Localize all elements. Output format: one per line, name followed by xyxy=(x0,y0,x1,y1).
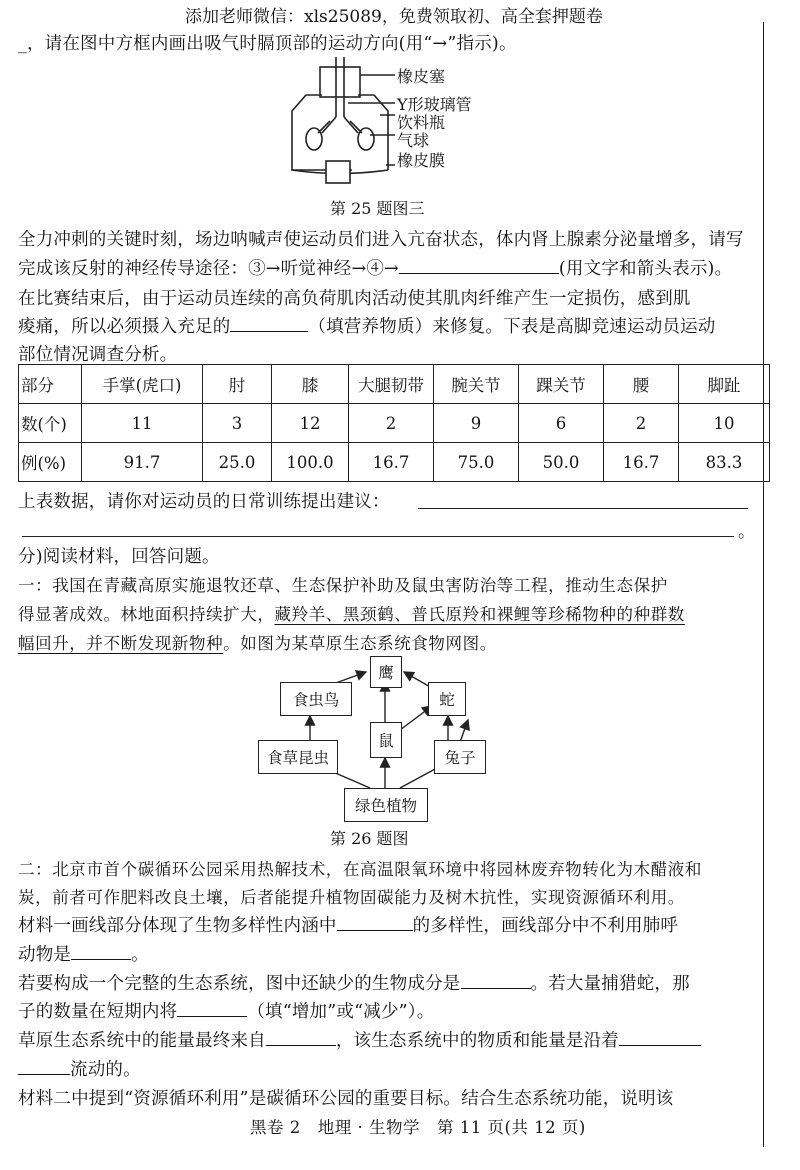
muscle-question-line3: 部位情况调查分析。 xyxy=(18,345,178,365)
label-balloon: 气球 xyxy=(397,131,430,150)
q25-draw-instruction: _，请在图中方框内画出吸气时膈顶部的运动方向(用“→”指示)。 xyxy=(18,34,517,54)
q26-sub3-line2: 流动的。 xyxy=(18,1056,141,1081)
figure-caption-25: 第 25 题图三 xyxy=(330,199,425,218)
table-cell: 16.7 xyxy=(349,443,434,482)
table-cell: 3 xyxy=(203,404,272,443)
material1-line3: 幅回升，并不断发现新物种。如图为某草原生态系统食物网图。 xyxy=(18,634,497,653)
food-web-insect-bird: 食虫鸟 xyxy=(280,682,352,716)
table-cell: 例(%) xyxy=(19,443,82,482)
table-cell: 12 xyxy=(272,404,349,443)
material2-line2: 炭，前者可作肥料改良土壤，后者能提升植物固碳能力及树木抗性，实现资源循环利用。 xyxy=(18,888,685,907)
q26-sub1-line2: 动物是 。 xyxy=(18,945,149,965)
answer-blank-energy-source[interactable] xyxy=(266,1029,336,1046)
material1-line2: 得显著成效。林地面积持续扩大，藏羚羊、黑颈鹤、普氏原羚和裸鲤等珍稀物种的种群数 xyxy=(18,605,685,624)
answer-blank-animal[interactable] xyxy=(71,943,131,960)
table-cell: 手掌(虎口) xyxy=(82,365,203,404)
bell-jar-model-figure xyxy=(270,55,500,190)
advice-period: 。 xyxy=(738,522,755,542)
page-footer: 黑卷 2 地理 · 生物学 第 11 页(共 12 页) xyxy=(250,1118,586,1137)
label-bottle: 饮料瓶 xyxy=(397,113,446,132)
material2-line1: 二：北京市首个碳循环公园采用热解技术，在高温限氧环境中将园林废弃物转化为木醋液和 xyxy=(18,860,702,879)
answer-blank-nutrient[interactable] xyxy=(230,315,308,332)
underlined-new-species: 幅回升，并不断发现新物种 xyxy=(18,634,224,653)
food-web-rabbit: 兔子 xyxy=(434,740,486,774)
table-cell: 大腿韧带 xyxy=(349,365,434,404)
q26-sub2-line1: 若要构成一个完整的生态系统，图中还缺少的生物成分是 。若大量捕猎蛇，那 xyxy=(18,974,690,994)
answer-blank-rabbit-change[interactable] xyxy=(177,1000,247,1017)
answer-blank-flow-path-cont[interactable] xyxy=(18,1058,70,1075)
table-cell: 数(个) xyxy=(19,404,82,443)
food-web-snake: 蛇 xyxy=(428,682,466,716)
reflex-question-line2: 完成该反射的神经传导途径：③→听觉神经→④→ (用文字和箭头表示)。 xyxy=(18,259,733,279)
q26-sub1-line1: 材料一画线部分体现了生物多样性内涵中 的多样性，画线部分中不利用肺呼 xyxy=(18,916,679,936)
q26-sub4-line1: 材料二中提到“资源循环利用”是碳循环公园的重要目标。结合生态系统功能，说明该 xyxy=(18,1089,674,1109)
table-cell: 75.0 xyxy=(434,443,519,482)
table-cell: 83.3 xyxy=(679,443,770,482)
answer-line-advice-2[interactable] xyxy=(22,536,734,537)
table-cell: 25.0 xyxy=(203,443,272,482)
table-row-count xyxy=(19,404,770,443)
label-rubber-membrane: 橡皮膜 xyxy=(397,151,446,170)
table-row-percent xyxy=(19,443,770,482)
q26-sub3-line1: 草原生态系统中的能量最终来自 ，该生态系统中的物质和能量是沿着 xyxy=(18,1027,701,1052)
q26-intro: 分)阅读材料，回答问题。 xyxy=(18,547,220,567)
reflex-question-line1: 全力冲刺的关键时刻，场边呐喊声使运动员们进入亢奋状态，体内肾上腺素分泌量增多，请写 xyxy=(18,230,744,250)
food-web-eagle: 鹰 xyxy=(370,656,402,688)
table-cell: 膝 xyxy=(272,365,349,404)
answer-line-advice-1[interactable] xyxy=(418,508,748,509)
answer-blank-reflex[interactable] xyxy=(399,257,559,274)
table-cell: 91.7 xyxy=(82,443,203,482)
table-cell: 11 xyxy=(82,404,203,443)
label-y-tube: Y形玻璃管 xyxy=(397,95,472,114)
muscle-question-line1: 在比赛结束后，由于运动员连续的高负荷肌肉活动使其肌肉纤维产生一定损伤，感到肌 xyxy=(18,289,691,309)
answer-blank-missing-component[interactable] xyxy=(461,972,531,989)
table-cell: 6 xyxy=(519,404,604,443)
watermark: 添加老师微信：xls25089，免费领取初、高全套押题卷 xyxy=(185,7,603,27)
table-header-row xyxy=(19,365,770,404)
table-cell: 10 xyxy=(679,404,770,443)
table-cell: 肘 xyxy=(203,365,272,404)
muscle-question-line2: 痠痛，所以必须摄入充足的 （填营养物质）来修复。下表是高脚竞速运动员运动 xyxy=(18,317,716,337)
answer-blank-diversity[interactable] xyxy=(337,914,413,931)
underlined-species-text: 藏羚羊、黑颈鹤、普氏原羚和裸鲤等珍稀物种的种群数 xyxy=(274,605,685,624)
table-cell: 部分 xyxy=(19,365,82,404)
table-cell: 16.7 xyxy=(604,443,679,482)
food-web-green-plant: 绿色植物 xyxy=(344,788,428,822)
page-border-rule xyxy=(763,22,764,1147)
table-cell: 腕关节 xyxy=(434,365,519,404)
table-cell: 100.0 xyxy=(272,443,349,482)
advice-question: 上表数据，请你对运动员的日常训练提出建议： xyxy=(18,492,390,512)
label-rubber-stopper: 橡皮塞 xyxy=(397,67,446,86)
table-cell: 腰 xyxy=(604,365,679,404)
figure-caption-26: 第 26 题图 xyxy=(330,829,409,848)
table-cell: 50.0 xyxy=(519,443,604,482)
table-cell: 9 xyxy=(434,404,519,443)
table-cell: 踝关节 xyxy=(519,365,604,404)
table-cell: 脚趾 xyxy=(679,365,770,404)
table-cell: 2 xyxy=(604,404,679,443)
material1-line1: 一：我国在青藏高原实施退牧还草、生态保护补助及鼠虫害防治等工程，推动生态保护 xyxy=(18,576,668,595)
food-web-mouse: 鼠 xyxy=(370,722,402,758)
answer-blank-flow-path[interactable] xyxy=(619,1029,701,1046)
food-web-herbivorous-insect: 食草昆虫 xyxy=(258,740,338,774)
table-cell: 2 xyxy=(349,404,434,443)
injury-table xyxy=(18,364,770,482)
q26-sub2-line2: 子的数量在短期内将 （填“增加”或“减少”）。 xyxy=(18,1002,435,1022)
